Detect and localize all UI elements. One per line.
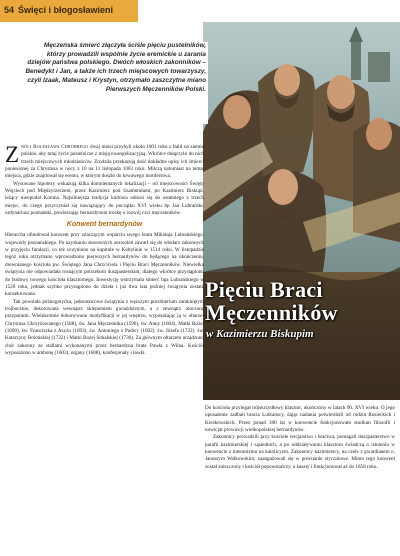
title-line-3: w Kazimierzu Biskupim bbox=[206, 328, 314, 340]
article-paragraph-3: Hierarcha ufundował konwent przy znaczącym wsparciu swego brata Mikołaja Lubrańskiego, wojewody poznańskiego. Po uzyskaniu stosownych zezwoleń zawarł się do włodarz zakonnych w przyjęciu fundacji, co też uczyniono na kapitule w Kobylinie w 1514 roku. W listopadzie tegoż roku otrzymano wprowadzono pierwszych bernardynów do będącego na ukończeniu, drewnianego kościoła pw. Świętego Jana Chrzciciela i Pięciu Braci Męczenników. Niewielka świątynia nie odpowiadała rosnącym potrzebom duszpasterskim, dlatego wkrótce przystąpiono do budowy nowego kościoła klasztornego. Inwestycję wstrzymała śmierć bpa Lubrańskiego w 1520 roku, jednak szybko przystąpiono do dzieła i już dwa lata później świątynia została konsekrowana. bbox=[5, 232, 204, 298]
article-title bbox=[203, 278, 400, 341]
article-paragraph-2: Wysuwane hipotezy wskazują kilka domniemanych lokalizacji – od miejscowości Święty Wojciech pod Międzyrzeczem, przez Kazimierz pod Szamotułami, po Kazimierz Biskupi, leżący nieopodal Konina. Najsilniejsza tradycja kultowa odnosi się do ostatniego z trzech miejsc, do czego przyczyniał się nawiązujący do początku XVI wieku bp Jan Lubrański, ordynariusz poznański, powierzając bernardynom troskę o rozwój czci męczenników. bbox=[5, 180, 204, 217]
lead-text: Męczeńska śmierć złączyła ściśle pięciu pustelników, którzy prowadzili wspólnie życie eremickie u zarania dziejów państwa polskiego. Dwóch włoskich zakonników – Benedykt i Jan, a także ich trzech miejscowych towarzyszy, czyli Izaak, Mateusz i Krystyn, otrzymało zaszczytne miano Pierwszych Męczenników Polski. bbox=[25, 42, 206, 93]
page-number: 54 bbox=[4, 5, 15, 15]
article-paragraph-4: Tak powstała późnogotycka, jednonawowa świątynia z węższym prezbiterium zamkniętym trójbocznie, dekorowana wewnątrz sklepieniem gwiaździstym, a z zewnątrz otoczona przyporami. Wielokrotnie dokonywano modyfikacji w jej wnętrzu, wyposażając ją w ołtarze: Chrystusa Ukrzyżowanego (1588), św. Jana Męczennika (1596), św. Anny (1604), Matki Bożej (1609), św. Franciszka z Asyżu (1693), św. Antoniego z Padwy (1692), św. Józefa (1722), św. Katarzyny Bolońskiej (1722) i Matki Bożej Sokalskiej (1730). Za głównym ołtarzem urządzono chór zakonny ze stallami wykonanymi przez bernardyna brata Pawła z Wilna. Kościół wyposażono w ambonę (1603), organy (1608), konfesjonały i ławki. bbox=[5, 298, 204, 356]
article-paragraph-1 bbox=[5, 144, 204, 181]
smallcaps-opening: nóli Bolesława Chrobrego bbox=[21, 144, 89, 150]
title-line-1: Pięciu Braci bbox=[205, 277, 323, 302]
title-line-2: Męczenników bbox=[205, 300, 338, 325]
martyrs-painting bbox=[203, 22, 400, 400]
section-subheading: Konwent bernardynów bbox=[66, 221, 143, 229]
paragraph-1-text: dwaj mnisi przybyli około 1001 roku z Italii na ziemie polskie, aby tutaj życie pustelnicze z misją ewangelizacyjną. Wkrótce dołączyło do nich trzech miejscowych młodzieńców. Zrodziła przekazują dość dokładne opisy ich śmierci poniesionej za Chrystusa w nocy z 10 na 11 listopada 1003 roku. Milczą natomiast na temat miejsca, gdzie znajdował się eremu, w którym doszło do krwawego morderstwa. bbox=[5, 144, 205, 180]
lead-paragraph bbox=[24, 42, 208, 124]
drop-cap: Z bbox=[5, 142, 20, 167]
article-column-right bbox=[205, 405, 395, 471]
article-paragraph-6: Zakonnicy prowadzili przy kościele tercjarstwo i bractwa, pomagali duszpasterstwo w parafii kazimierskiej i sąsiednich, a po oddziaływaniu klasztoru świadczą o istnieniu w konwencie z luteranizmu na katolicyzm. Zakonnicy kazimierscy, na czele z gwardianem o. Januarym Walkowskim, zaangażowali się w powstanie styczniowe. Mimo tego konwent został zniszczony i kościół popowstańczy, a kasaty i funkcjonował aż do 1858 roku. bbox=[205, 434, 395, 470]
article-column-left bbox=[5, 144, 204, 357]
section-title: Święci i błogosławieni bbox=[18, 5, 114, 15]
header-bar bbox=[0, 0, 138, 22]
article-paragraph-5: Do kościoła przylegał trójskrzydłowy klasztor, ukończony w latach 90. XVI wieku. O jego uposażenie zadbali bracia Lubrańscy, dając nadania potwierdzili od rodzin Rusieckich i Kreśkowskich. Przez ponad 300 lat w konwencie funkcjonowało studium filozofii i nowicjat prowincji wielkopolskiej bernardynów. bbox=[205, 405, 395, 434]
